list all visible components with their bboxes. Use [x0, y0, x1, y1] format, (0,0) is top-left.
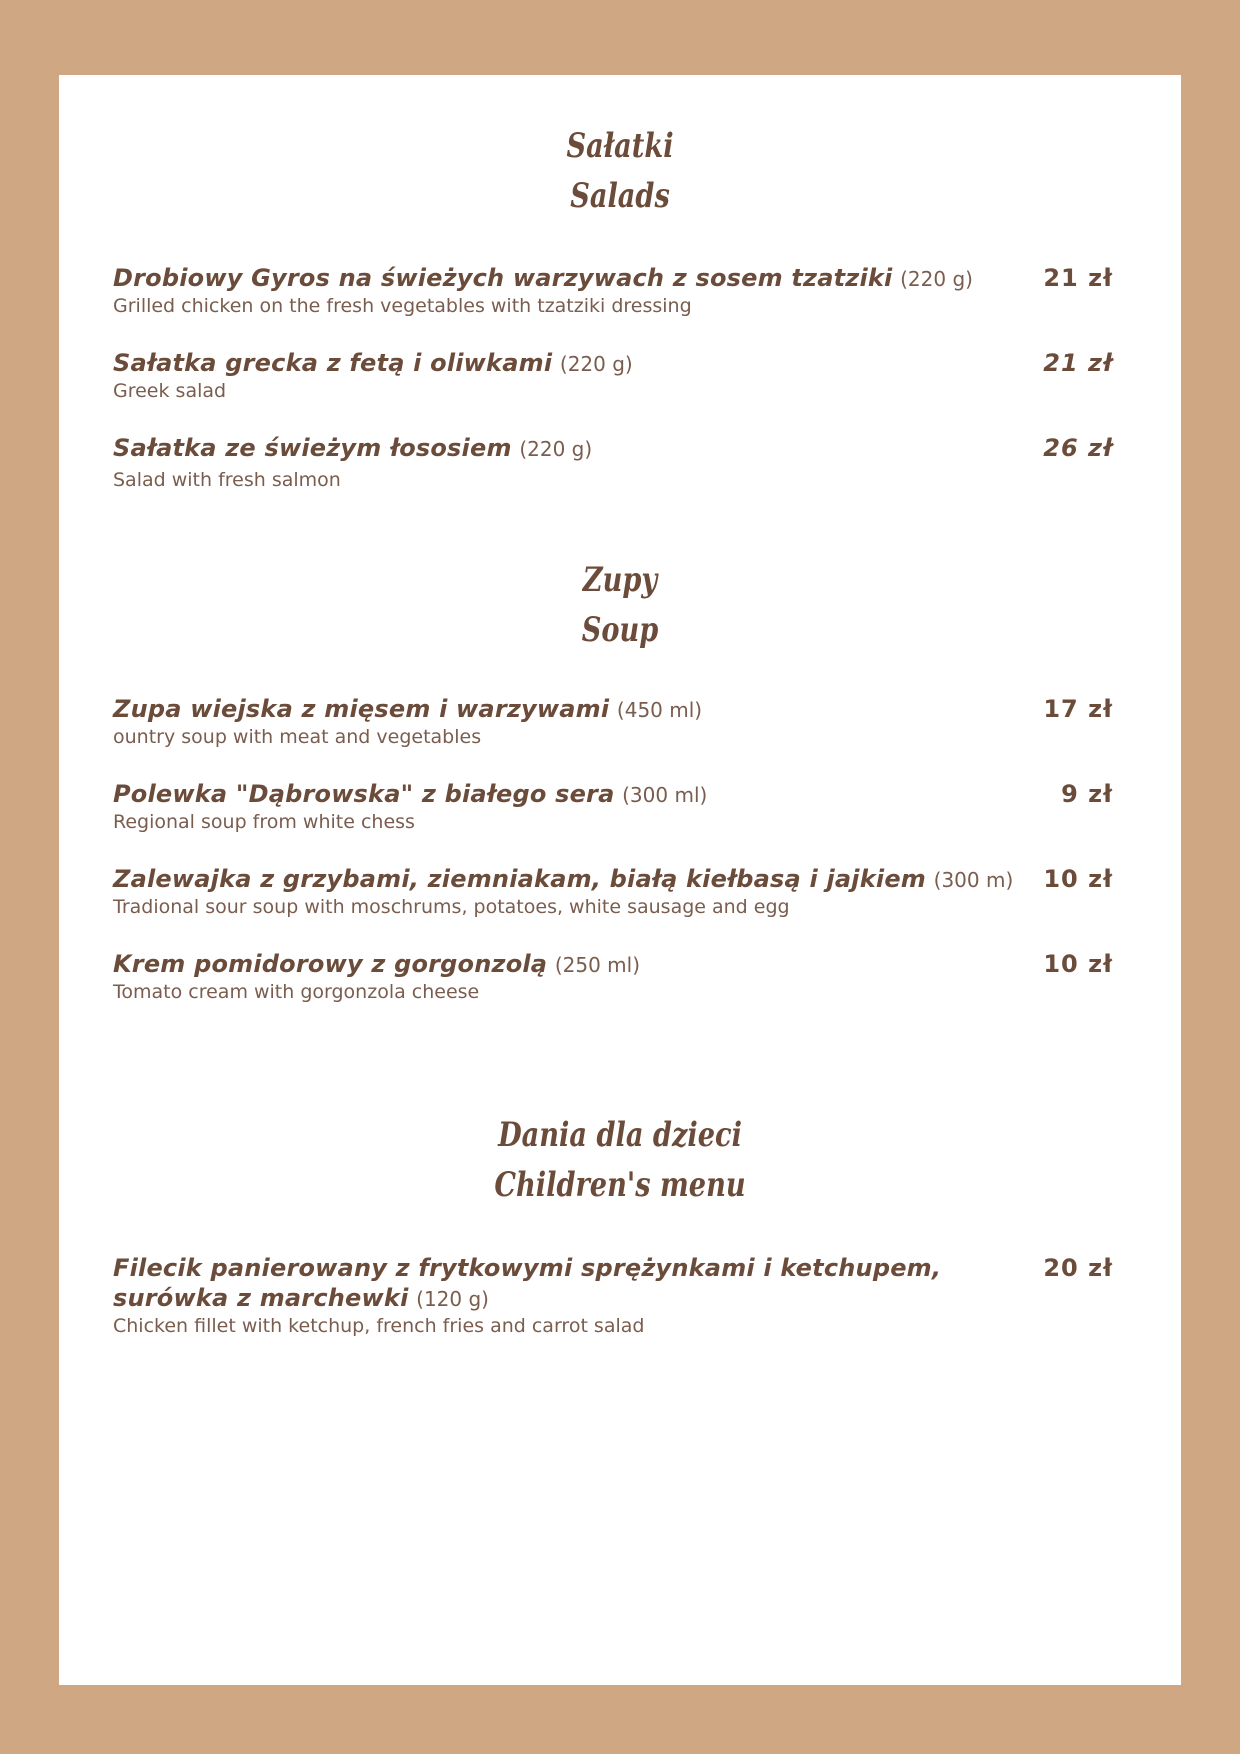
item-name: Filecik panierowany z frytkowymi sprężynkami i ketchupem,	[113, 1254, 942, 1282]
item-description: Tradional sour soup with moschrums, potatoes, white sausage and egg	[113, 896, 790, 918]
item-description: Tomato cream with gorgonzola cheese	[113, 981, 480, 1003]
item-quantity: (220 g)	[559, 352, 633, 376]
section-title-en: Salads	[570, 176, 670, 216]
menu-item	[113, 1253, 1113, 1338]
item-description: Grilled chicken on the fresh vegetables with tzatziki dressing	[113, 295, 692, 317]
menu-item	[113, 433, 1113, 492]
menu-item	[113, 263, 1113, 318]
section-title-soup	[171, 555, 1069, 655]
item-price: 9 zł	[1061, 780, 1113, 808]
menu-item	[113, 694, 1113, 749]
item-quantity: (450 ml)	[616, 698, 703, 722]
item-price: 17 zł	[1043, 695, 1113, 723]
item-quantity: (300 ml)	[622, 783, 708, 807]
item-description: Salad with fresh salmon	[113, 469, 341, 491]
item-quantity: (250 ml)	[554, 953, 641, 977]
item-description: Chicken fillet with ketchup, french fries and carrot salad	[113, 1315, 645, 1337]
item-description: ountry soup with meat and vegetables	[113, 726, 482, 748]
section-title-childrens-menu	[171, 1110, 1069, 1210]
item-name: Zupa wiejska z mięsem i warzywami	[113, 695, 610, 723]
item-description: Greek salad	[113, 380, 227, 402]
section-title-pl: Dania dla dzieci	[498, 1115, 742, 1155]
section-title-en: Children's menu	[494, 1165, 746, 1205]
item-name: Drobiowy Gyros na świeżych warzywach z sosem tzatziki	[113, 264, 893, 292]
item-name-continued: surówka z marchewki	[113, 1284, 409, 1312]
section-title-pl: Sałatki	[566, 126, 674, 166]
item-price: 10 zł	[1043, 950, 1113, 978]
menu-item	[113, 348, 1113, 403]
item-price: 10 zł	[1043, 865, 1113, 893]
item-description: Regional soup from white chess	[113, 811, 415, 833]
menu-item	[113, 949, 1113, 1004]
item-quantity: (300 m)	[933, 868, 1014, 892]
item-price: 21 zł	[1043, 264, 1113, 292]
item-name: Zalewajka z grzybami, ziemniakam, białą kiełbasą i jajkiem	[113, 865, 926, 893]
item-name: Krem pomidorowy z gorgonzolą	[113, 950, 548, 978]
item-name: Sałatka grecka z fetą i oliwkami	[113, 349, 553, 377]
menu-page	[59, 75, 1181, 1685]
item-quantity: (220 g)	[900, 267, 973, 291]
item-quantity: (120 g)	[416, 1287, 489, 1311]
item-name: Polewka "Dąbrowska" z białego sera	[113, 780, 615, 808]
section-title-pl: Zupy	[582, 560, 658, 600]
item-quantity: (220 g)	[519, 437, 593, 461]
menu-item	[113, 779, 1113, 834]
menu-item	[113, 864, 1113, 919]
section-title-en: Soup	[581, 610, 659, 650]
item-price: 20 zł	[1043, 1254, 1113, 1282]
item-price: 26 zł	[1043, 434, 1113, 462]
item-name: Sałatka ze świeżym łososiem	[113, 434, 512, 462]
section-title-salads	[171, 121, 1069, 221]
item-price: 21 zł	[1043, 349, 1113, 377]
